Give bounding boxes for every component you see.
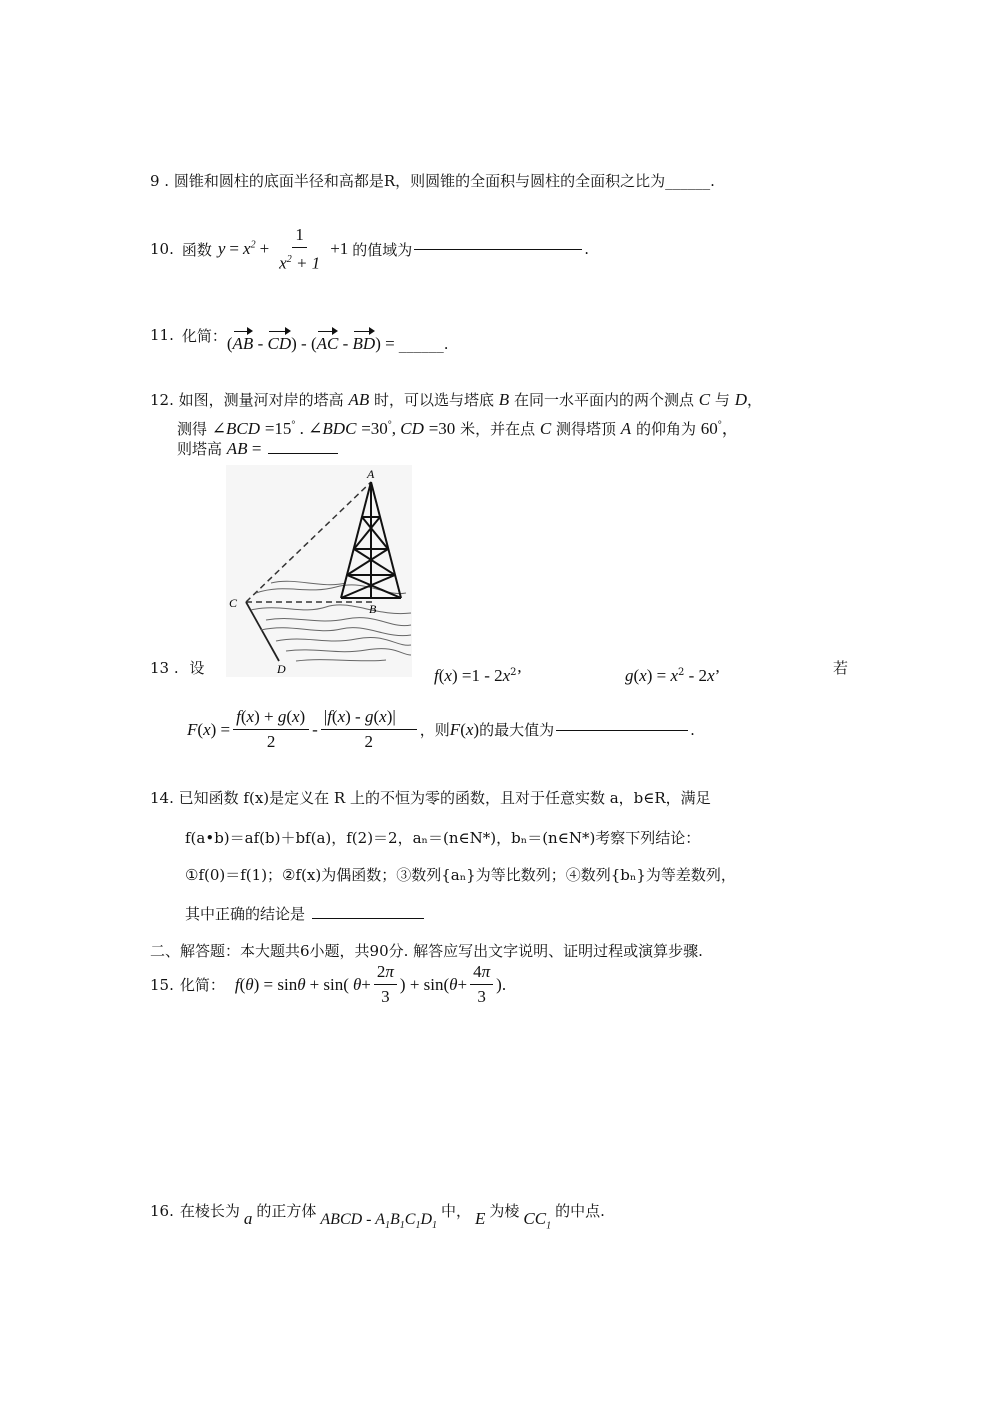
math-CD: CD (400, 419, 424, 438)
if-word: 若 (833, 659, 849, 677)
question-12-number: 12. (150, 391, 174, 409)
q12-text-g: 测得塔顶 (556, 420, 617, 438)
question-10-number: 10. (150, 240, 174, 259)
question-16-number: 16. (150, 1202, 174, 1220)
question-14-number: 14. (150, 789, 174, 807)
max-fraction-1: $\frac{f(x) + g(x)}{2}$ (233, 705, 309, 754)
question-13-suffix: ，则 (419, 721, 450, 739)
question-13-number: 13 . (150, 659, 179, 677)
max-fraction-2: $\frac{|f(x) - g(x)|}{2}$ (321, 705, 417, 754)
q12-text-d: 与 (714, 391, 730, 409)
math-C: C (698, 390, 711, 409)
question-16-part2: 的正方体 (256, 1202, 317, 1220)
question-13-if (833, 657, 848, 678)
q12-text-c: 在同一水平面内的两个测点 (513, 391, 694, 409)
question-14-line-2 (185, 827, 700, 848)
period: . (584, 240, 590, 259)
question-14-line-4 (185, 903, 426, 924)
question-16: 16. 在棱长为 a 的正方体 ABCD - $A_1B_1C_1D_1$ 中， E 为棱 $CC_1$ 的中点. (150, 1202, 605, 1232)
math-AB: AB (348, 390, 370, 409)
figure-background (226, 465, 412, 677)
math-D: D (734, 390, 747, 409)
question-16-part4: 为棱 (489, 1202, 520, 1220)
formula-plus-one: +1 (330, 239, 349, 259)
question-10 (150, 223, 589, 276)
question-9-text: 9 . 圆锥和圆柱的底面半径和高都是R，则圆锥的全面积与圆柱的全面积之比为______. (150, 172, 715, 190)
question-16-part5: 的中点. (555, 1202, 605, 1220)
q12-text-a: 如图，测量河对岸的塔高 (178, 391, 344, 409)
question-11-blank: ______. (398, 335, 449, 353)
fraction-denominator: $x^2 + 1$ (279, 253, 321, 273)
question-10-suffix: 的值域为 (352, 240, 413, 259)
fraction-numerator: 1 (292, 223, 307, 248)
answer-blank (414, 248, 582, 250)
label-a: A (367, 467, 375, 481)
question-11-number: 11. (150, 326, 174, 344)
question-13-prefix: 设 (189, 659, 205, 677)
question-12-line-2: 测得 ∠BCD =15° . ∠BDC =30°, CD =30 米，并在点 C 测得塔顶 A 的仰角为 60°， (177, 419, 739, 438)
vector-bd: BD (352, 334, 376, 353)
q12-text-h: 的仰角为 (635, 420, 696, 438)
formula-plus: + (259, 239, 270, 259)
section-2-text: 二、解答题：本大题共6小题，共90分. 解答应写出文字说明、证明过程或演算步骤. (150, 942, 703, 960)
label-d: D (277, 662, 286, 676)
question-14-text-2: f(a•b)＝af(b)＋bf(a)，f(2)＝2，aₙ＝(n∈N*)，bₙ＝(n∈N*)考察下列结论： (185, 829, 701, 847)
question-9 (150, 170, 715, 191)
fraction-2pi-3: $\frac{2\pi}{3}$ (374, 960, 397, 1009)
q12-answer-blank (268, 452, 338, 454)
q12-text-i: 则塔高 (177, 440, 223, 458)
label-c: C (229, 596, 238, 610)
question-15-number: 15. (150, 975, 174, 994)
question-16-part3: 中， (441, 1202, 472, 1220)
label-b: B (369, 602, 377, 616)
question-12-line-3: 则塔高 AB = (177, 438, 340, 459)
math-angle-bdc: ∠BDC (308, 419, 357, 438)
question-10-prefix: 函数 (181, 240, 212, 259)
formula-f: $f(x) =1 - 2x^2$’ (434, 666, 523, 685)
formula-fraction (276, 223, 323, 276)
math-angle-bcd: ∠BCD (211, 419, 261, 438)
vector-ab: AB (232, 334, 254, 353)
q12-text-e: 测得 (177, 420, 208, 438)
question-16-part1: 在棱长为 (179, 1202, 240, 1220)
fraction-4pi-3: $\frac{4\pi}{3}$ (470, 960, 493, 1009)
question-14-text-1: 已知函数 f(x)是定义在 R 上的不恒为零的函数，且对于任意实数 a，b∈R，满足 (178, 789, 711, 807)
question-13-suffix2: 的最大值为 (479, 721, 555, 739)
question-13-line-2: F ( x ) = $\frac{f(x) + g(x)}{2}$ - $\frac{|f(x) - g(x)|}{2}$ ，则 F ( x ) 的最大值为 . (187, 705, 695, 754)
formula-g: $g(x) = x^2 - 2x$’ (625, 666, 721, 685)
question-11-prefix: 化简： (181, 326, 227, 345)
vector-expression: (AB - CD) - (AC - BD) = (226, 334, 395, 353)
question-14-text-3: ①f(0)＝f(1)；②f(x)为偶函数；③数列{aₙ}为等比数列；④数列{bₙ}为等差数列， (185, 866, 736, 884)
q13-answer-blank (556, 729, 688, 731)
section-2-title (150, 940, 703, 961)
formula-y: y (217, 239, 226, 259)
q12-text-f: 米，并在点 (460, 420, 536, 438)
question-11 (150, 316, 448, 354)
math-B: B (498, 390, 510, 409)
question-14-text-4: 其中正确的结论是 (185, 905, 306, 923)
question-14-line-1 (150, 787, 711, 808)
vector-ac: AC (316, 334, 339, 353)
question-12-line-1: 12. 如图，测量河对岸的塔高 AB 时，可以选与塔底 B 在同一水平面内的两个测点 C 与 D， (150, 390, 762, 409)
q14-answer-blank (312, 917, 424, 919)
question-13-line-1a (150, 657, 204, 678)
question-15-prefix: 化简： (179, 976, 225, 994)
q12-text-b: 时，可以选与塔底 (374, 391, 495, 409)
question-15: 15. 化简： f ( θ ) = sin θ + sin( θ + $\frac{2\pi}{3}$ ) + sin( θ + $\frac{4\pi}{3}$ ). (150, 960, 506, 1009)
formula-x2: $x^2$ (243, 239, 256, 259)
question-14-line-3 (185, 864, 736, 885)
tower-figure (226, 465, 412, 677)
vector-cd: CD (267, 334, 292, 353)
formula-eq: = (229, 239, 240, 259)
